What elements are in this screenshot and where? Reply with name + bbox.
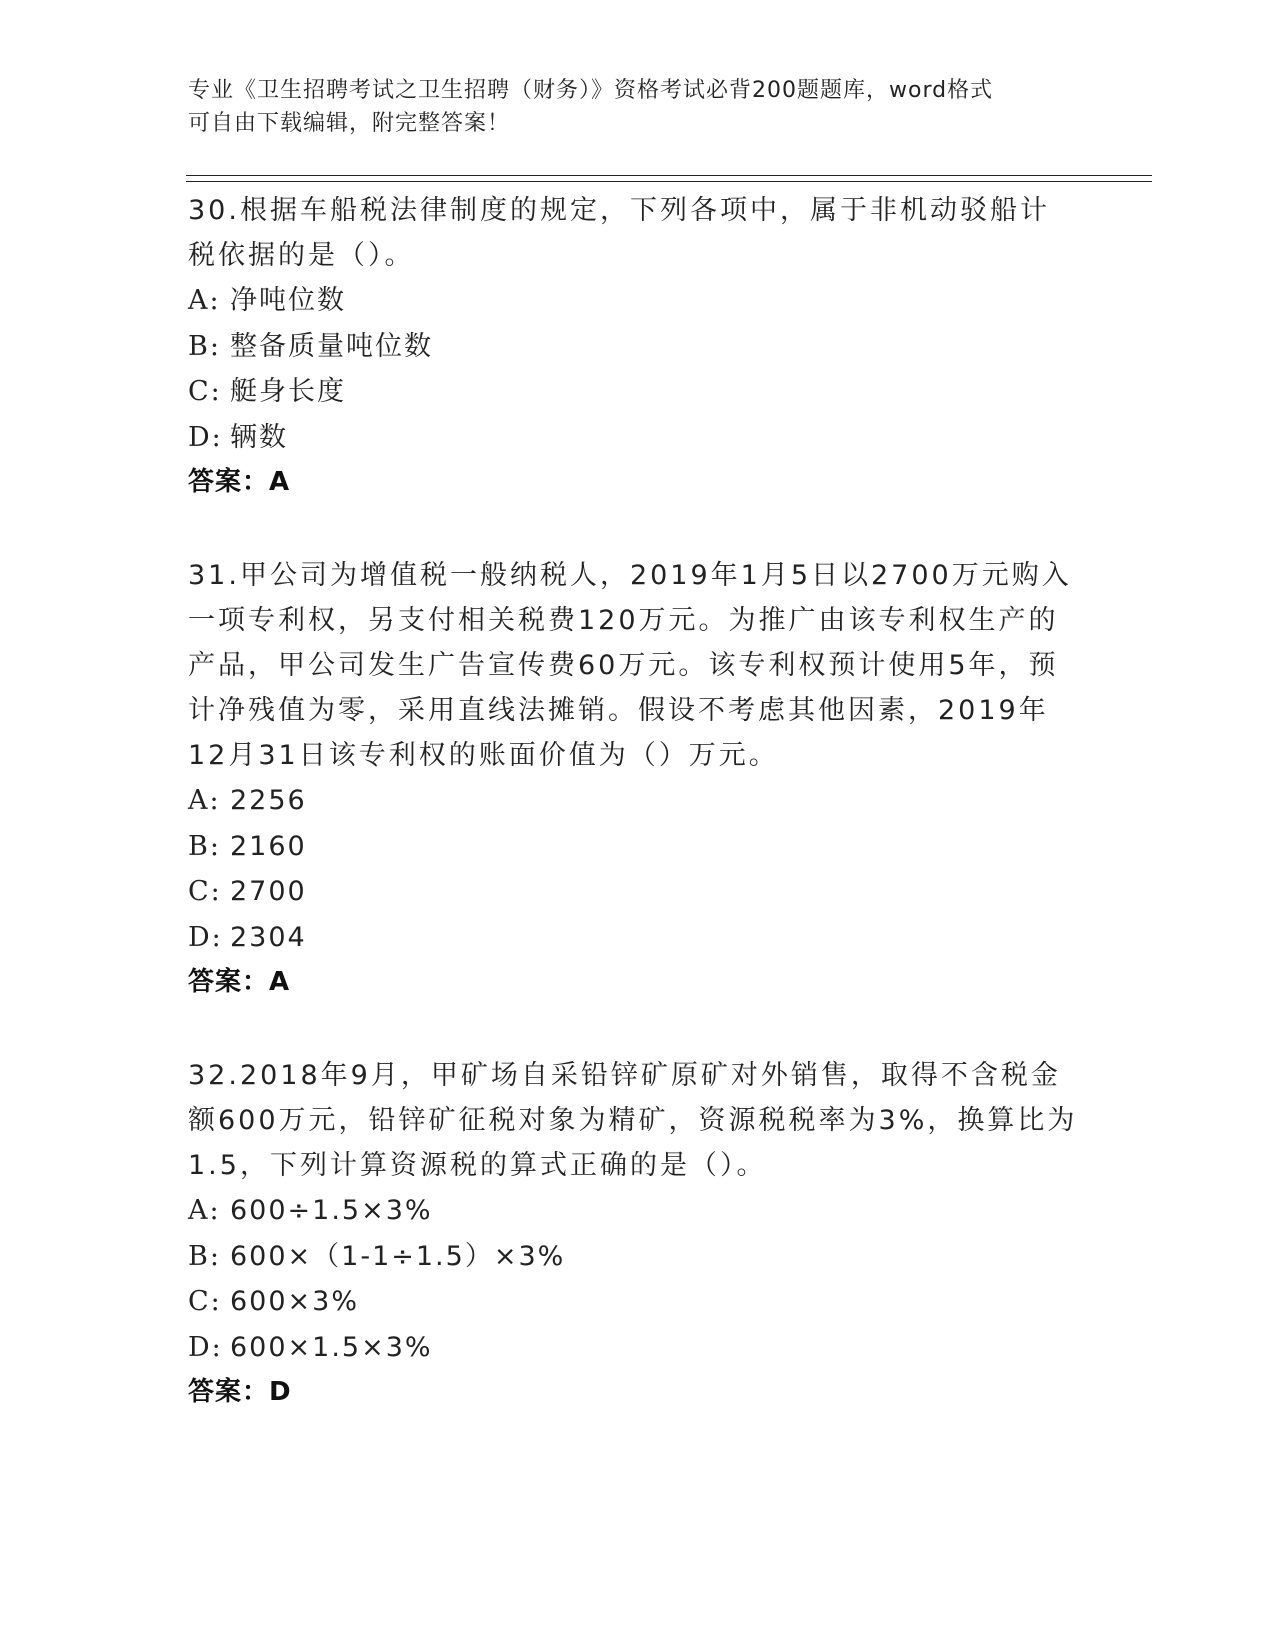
document-header <box>188 74 1068 140</box>
option-text: 2256 <box>230 785 307 816</box>
option-c <box>188 369 1078 415</box>
option-text: 600×3% <box>230 1286 359 1317</box>
option-letter: C: <box>188 376 222 407</box>
option-d <box>188 415 1078 461</box>
answer-line: 答案：A <box>188 967 291 997</box>
question-stem: 31.甲公司为增值税一般纳税人，2019年1月5日以2700万元购入一项专利权，另支付相关税费120万元。为推广由该专利权生产的产品，甲公司发生广告宣传费60万元。该专利权预计使用5年，预计净残值为零，采用直线法摊销。假设不考虑其他因素，2019年12月31日该专利权的账面价值为（）万元。 <box>188 560 1072 771</box>
option-text: 2160 <box>230 830 307 862</box>
option-b <box>188 1234 1078 1280</box>
question-stem: 30.根据车船税法律制度的规定，下列各项中，属于非机动驳船计税依据的是（）。 <box>188 195 1050 271</box>
header-divider-bottom <box>186 181 1152 182</box>
header-line-1: 专业《卫生招聘考试之卫生招聘（财务）》资格考试必背200题题库，word格式 <box>188 78 994 103</box>
option-text: 整备质量吨位数 <box>230 330 433 362</box>
option-letter: A: <box>188 285 221 316</box>
option-a <box>188 778 1078 824</box>
option-letter: A: <box>188 1195 221 1226</box>
option-letter: D: <box>188 421 223 453</box>
option-d <box>188 1325 1078 1371</box>
question-32 <box>188 1053 1078 1415</box>
option-d <box>188 915 1078 961</box>
header-line-2: 可自由下载编辑，附完整答案！ <box>188 111 511 136</box>
option-a <box>188 278 1078 324</box>
header-divider-top <box>186 175 1152 176</box>
answer-line: 答案：D <box>188 1377 292 1407</box>
option-a <box>188 1188 1078 1234</box>
option-letter: B: <box>188 830 221 862</box>
option-letter: C: <box>188 1286 222 1317</box>
option-c <box>188 1279 1078 1325</box>
option-letter: B: <box>188 1240 221 1272</box>
answer-line: 答案：A <box>188 467 291 497</box>
option-text: 净吨位数 <box>230 285 346 316</box>
option-text: 600÷1.5×3% <box>230 1195 433 1226</box>
option-b <box>188 824 1078 870</box>
option-c <box>188 869 1078 915</box>
option-letter: A: <box>188 785 221 816</box>
option-text: 2700 <box>230 876 307 907</box>
option-text: 辆数 <box>230 421 288 453</box>
option-text: 600×1.5×3% <box>230 1331 433 1363</box>
option-letter: D: <box>188 921 223 953</box>
option-letter: D: <box>188 1331 223 1363</box>
question-30 <box>188 188 1078 505</box>
question-31 <box>188 553 1078 1005</box>
option-text: 2304 <box>230 921 307 953</box>
option-text: 艇身长度 <box>230 376 346 407</box>
option-b <box>188 324 1078 370</box>
question-stem: 32.2018年9月，甲矿场自采铅锌矿原矿对外销售，取得不含税金额600万元，铅锌矿征税对象为精矿，资源税税率为3%，换算比为1.5，下列计算资源税的算式正确的是（）。 <box>188 1060 1078 1181</box>
option-letter: B: <box>188 330 221 362</box>
option-text: 600×（1-1÷1.5）×3% <box>230 1240 566 1272</box>
option-letter: C: <box>188 876 222 907</box>
